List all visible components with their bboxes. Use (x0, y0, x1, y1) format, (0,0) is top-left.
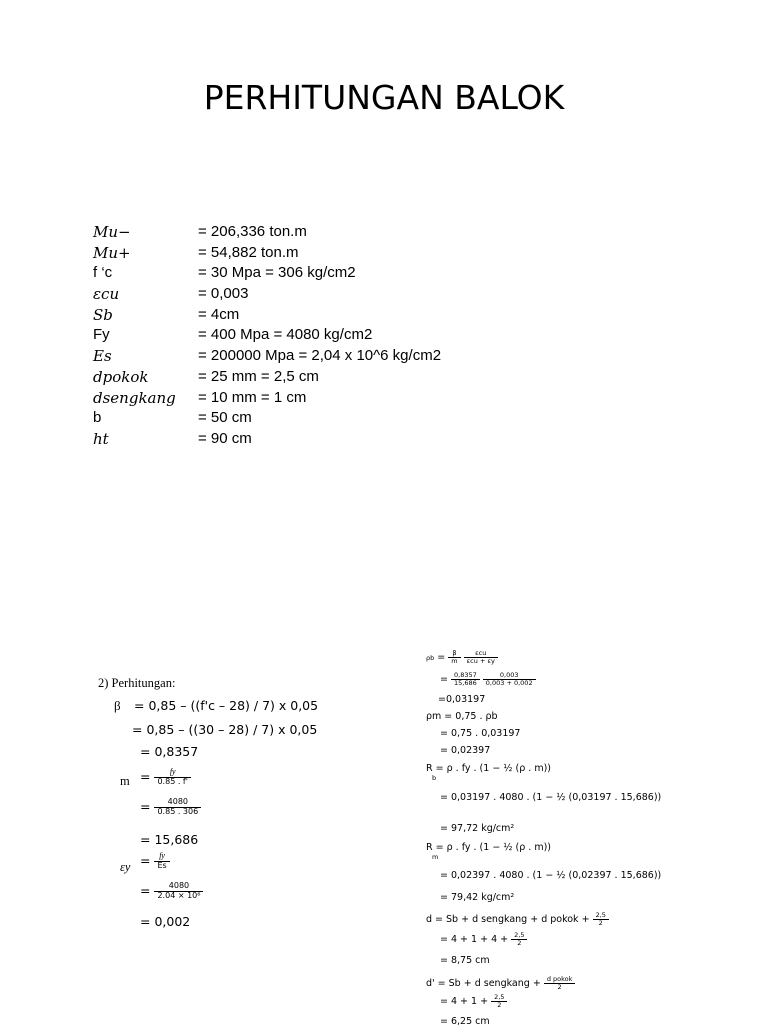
parameter-value: = 4cm (198, 305, 240, 323)
parameter-label: Fy (93, 326, 110, 344)
d-substitution: = 4 + 1 + 4 + $\frac{2,5}{2}$ (440, 932, 527, 947)
parameter-label: Sb (93, 305, 113, 324)
rho-b-formula: ρb = $\frac{\beta}{m}$ $\frac{\text{εcu}}{\text{εcu + εy}}$ (426, 650, 498, 665)
d-result: = 8,75 cm (440, 955, 490, 966)
calc-heading: 2) Perhitungan: (98, 676, 176, 690)
beta-equation-2: = 0,85 – ((30 – 28) / 7) x 0,05 (132, 722, 318, 737)
calculation-block-left (96, 672, 396, 932)
epsilon-y-label: εy (120, 860, 131, 874)
parameter-value: = 54,882 ton.m (198, 243, 299, 261)
m-label: m (120, 774, 130, 788)
rho-m-result: = 0,02397 (440, 745, 491, 756)
rb-subscript: b (432, 774, 437, 782)
d-prime-formula: d' = Sb + d sengkang + $\frac{\text{d pokok}}{2}$ (426, 976, 575, 991)
rho-b-result: =0,03197 (438, 694, 486, 705)
rm-formula: R = ρ . fy . (1 − ½ (ρ . m)) (426, 842, 551, 853)
parameter-value: = 400 Mpa = 4080 kg/cm2 (198, 326, 373, 344)
parameter-label: f ‘c (93, 264, 113, 282)
rm-substitution: = 0,02397 . 4080 . (1 − ½ (0,02397 . 15,686)) (440, 870, 662, 881)
d-prime-substitution: = 4 + 1 + $\frac{2,5}{2}$ (440, 994, 507, 1009)
parameter-label: dsengkang (93, 388, 176, 407)
m-substitution: = $\frac{4080}{0.85 . 306}$ (140, 798, 201, 817)
d-formula: d = Sb + d sengkang + d pokok + $\frac{2,5}{2}$ (426, 912, 609, 927)
epsilon-y-formula: = $\frac{fy}{Es}$ (140, 852, 170, 871)
parameter-label: dpokok (93, 367, 149, 386)
rm-subscript: m (432, 853, 439, 861)
rho-b-substitution: = $\frac{0,8357}{15,686}$ $\frac{0,003}{0,003 + 0,002}$ (440, 672, 536, 687)
parameter-label: Es (93, 347, 112, 366)
d-prime-result: = 6,25 cm (440, 1016, 490, 1027)
parameter-label: Mu+ (93, 243, 131, 262)
beta-result: = 0,8357 (140, 744, 199, 759)
parameter-label: εcu (93, 285, 120, 304)
parameter-value: = 0,003 (198, 285, 249, 303)
m-result: = 15,686 (140, 832, 199, 847)
rho-m-substitution: = 0,75 . 0,03197 (440, 728, 521, 739)
parameter-label: b (93, 409, 102, 427)
beta-label: β (114, 698, 121, 713)
parameter-value: = 30 Mpa = 306 kg/cm2 (198, 264, 356, 282)
rb-substitution: = 0,03197 . 4080 . (1 − ½ (0,03197 . 15,686)) (440, 792, 662, 803)
parameter-value: = 25 mm = 2,5 cm (198, 367, 319, 385)
rb-formula: R = ρ . fy . (1 − ½ (ρ . m)) (426, 763, 551, 774)
parameter-value: = 90 cm (198, 429, 252, 447)
parameter-value: = 50 cm (198, 409, 252, 427)
parameter-value: = 10 mm = 1 cm (198, 388, 307, 406)
parameter-label: ht (93, 429, 109, 448)
page-title: PERHITUNGAN BALOK (203, 78, 565, 117)
calculation-block-right (420, 640, 760, 1027)
epsilon-y-result: = 0,002 (140, 914, 191, 929)
rho-m-formula: ρm = 0,75 . ρb (426, 711, 498, 722)
rb-result: = 97,72 kg/cm² (440, 823, 515, 834)
parameter-label: Mu− (93, 223, 131, 241)
rm-result: = 79,42 kg/cm² (440, 892, 515, 903)
m-formula: = $\frac{fy}{0.85 . f'}$ (140, 768, 191, 787)
parameter-value: = 200000 Mpa = 2,04 x 10^6 kg/cm2 (198, 347, 442, 365)
parameter-value: = 206,336 ton.m (198, 223, 307, 240)
beta-equation-1: = 0,85 – ((f'c – 28) / 7) x 0,05 (134, 698, 319, 713)
epsilon-y-substitution: = $\frac{4080}{\text{2.04 × 10⁶}}$ (140, 882, 203, 901)
